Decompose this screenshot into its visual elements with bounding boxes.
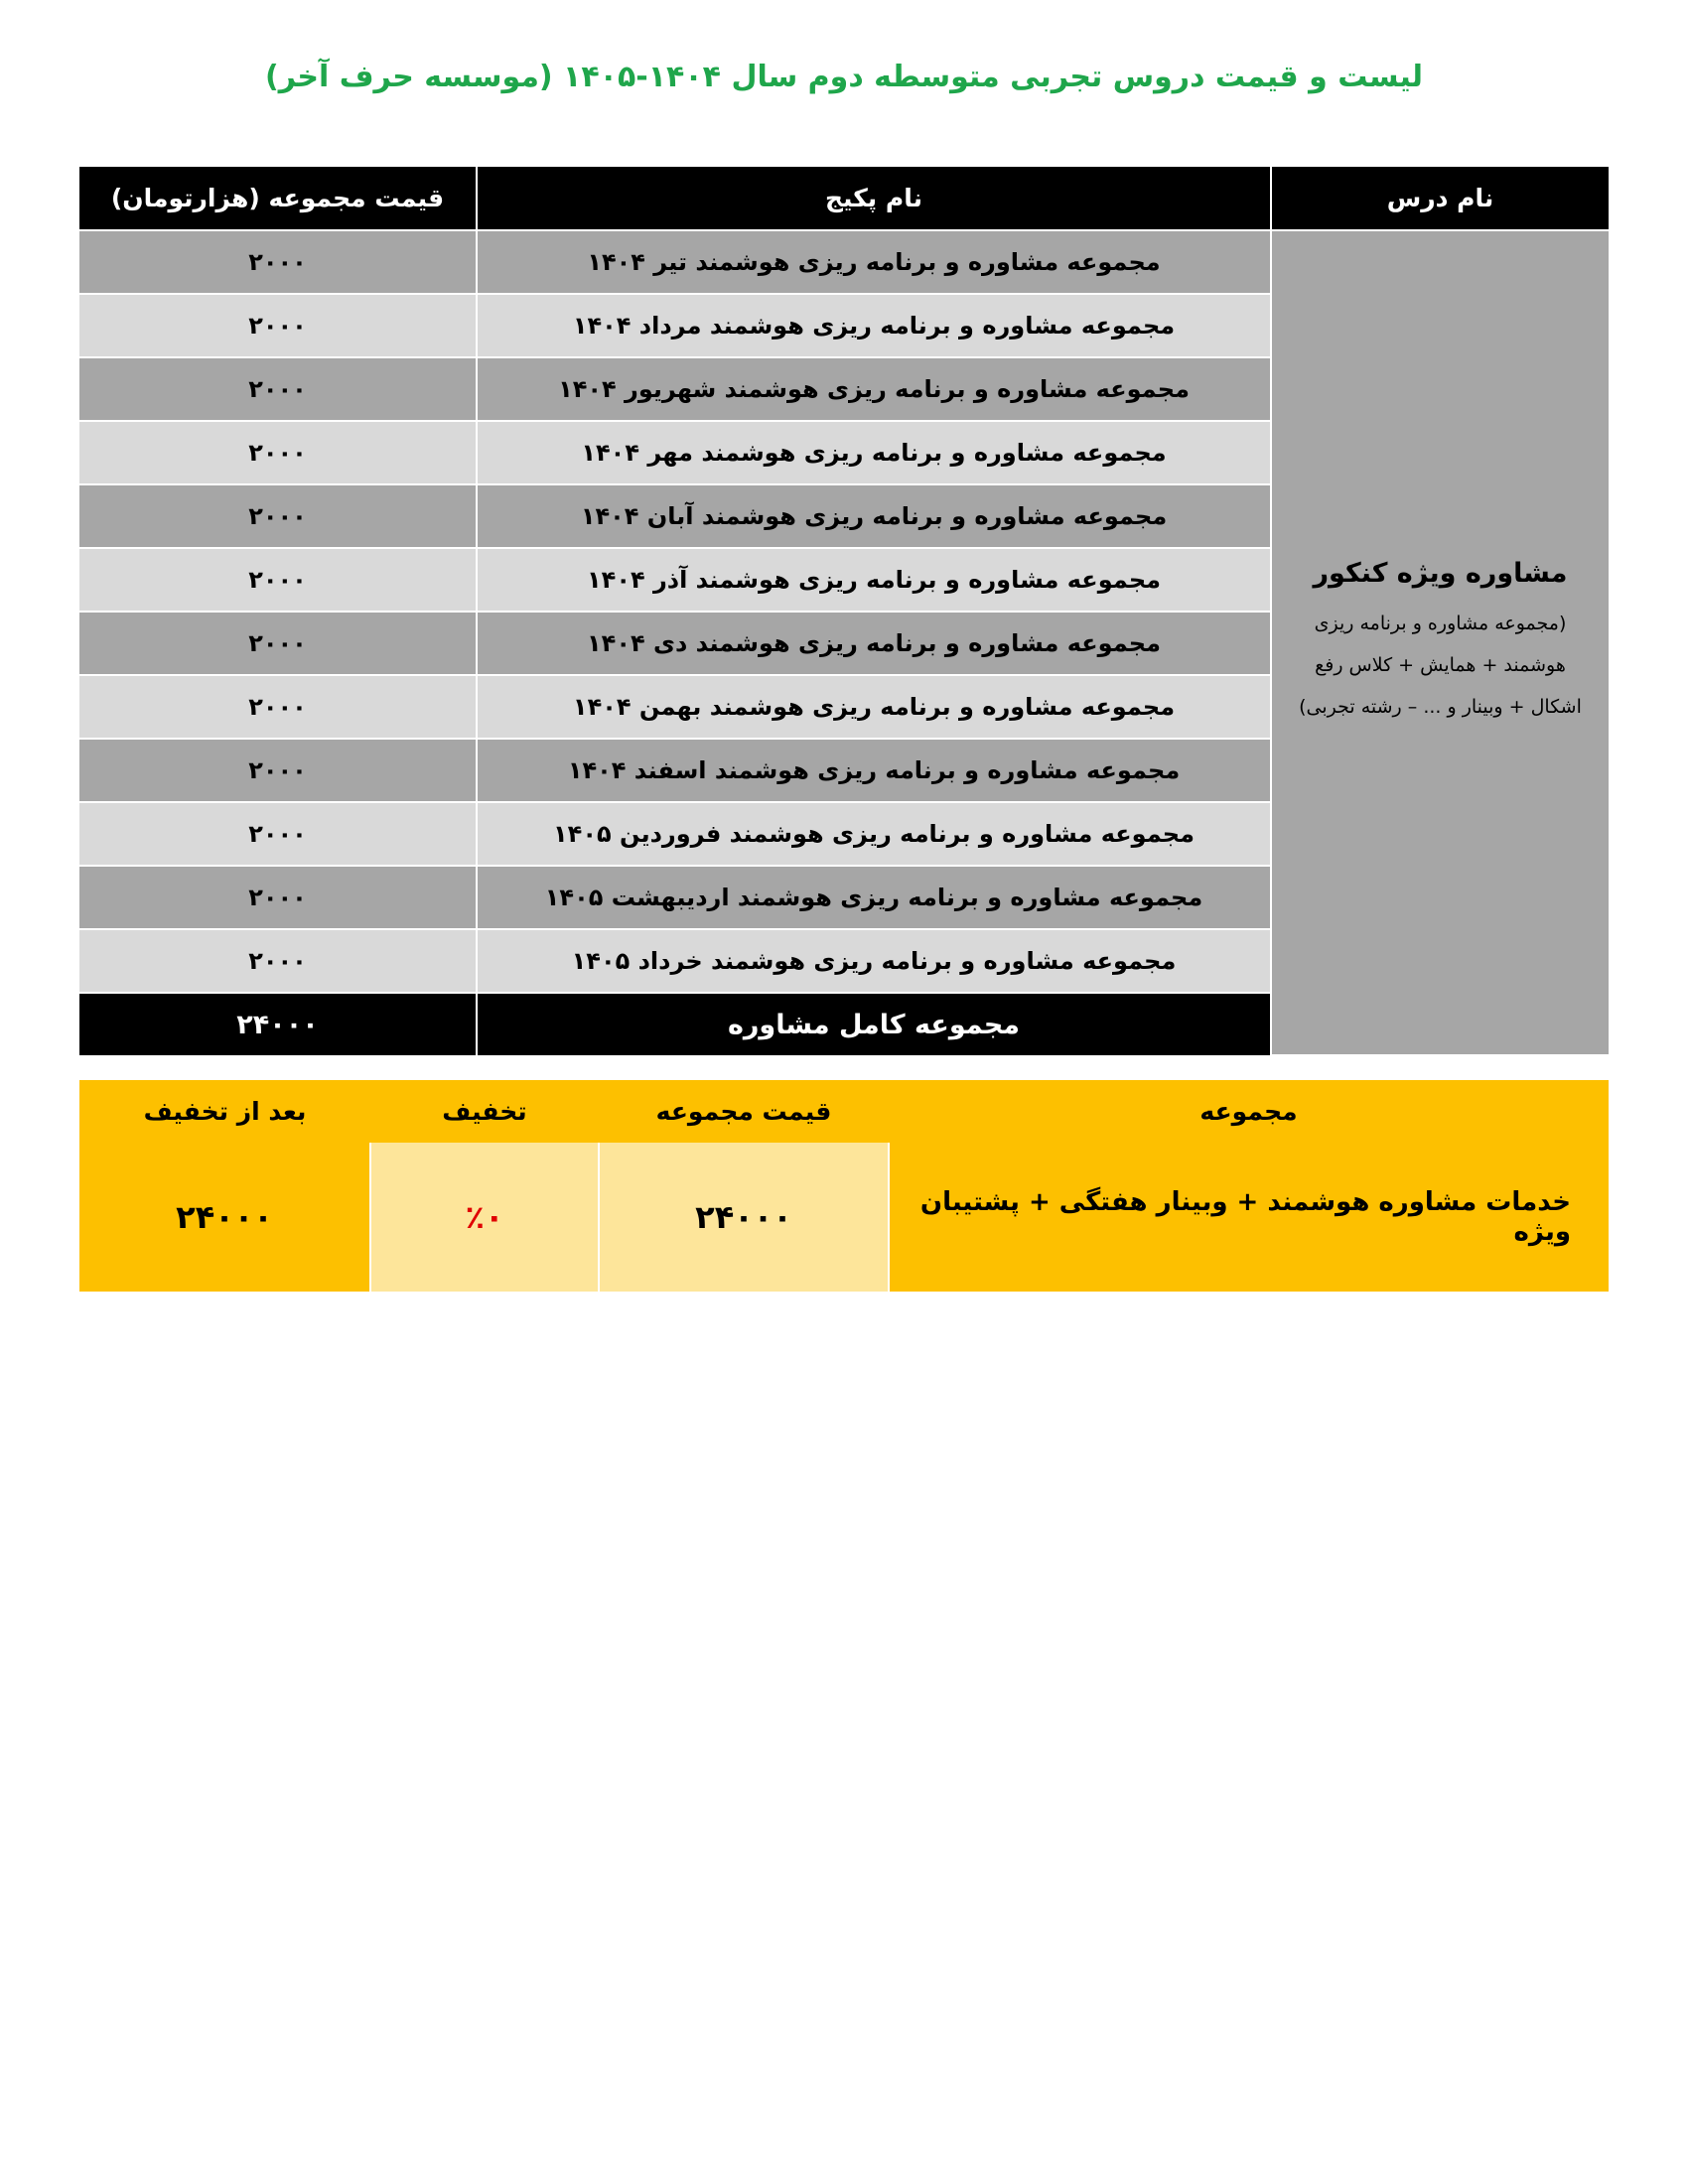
- header-collection-price: قیمت مجموعه: [599, 1080, 889, 1143]
- package-name: مجموعه مشاوره و برنامه ریزی هوشمند مرداد ۱۴۰۴: [477, 294, 1271, 357]
- package-price: ۲۰۰۰: [79, 548, 477, 612]
- summary-table: [79, 1080, 1609, 1292]
- package-name: مجموعه مشاوره و برنامه ریزی هوشمند تیر ۱۴۰۴: [477, 230, 1271, 294]
- header-discount: تخفیف: [370, 1080, 599, 1143]
- header-course-name: نام درس: [1271, 167, 1609, 230]
- header-after-discount: بعد از تخفیف: [79, 1080, 370, 1143]
- summary-row: [79, 1143, 1609, 1292]
- package-name: مجموعه مشاوره و برنامه ریزی هوشمند آبان ۱۴۰۴: [477, 484, 1271, 548]
- package-name: مجموعه مشاوره و برنامه ریزی هوشمند شهریور ۱۴۰۴: [477, 357, 1271, 421]
- course-description: (مجموعه مشاوره و برنامه ریزی هوشمند + همایش + کلاس رفع اشکال + وبینار و ... – رشته تجربی): [1299, 613, 1582, 718]
- package-price: ۲۰۰۰: [79, 929, 477, 993]
- collection-description: خدمات مشاوره هوشمند + وبینار هفتگی + پشتیبان ویژه: [889, 1143, 1609, 1292]
- package-price: ۲۰۰۰: [79, 802, 477, 866]
- package-price: ۲۰۰۰: [79, 357, 477, 421]
- discount-value: ٪۰: [370, 1143, 599, 1292]
- package-price: ۲۰۰۰: [79, 421, 477, 484]
- package-name: مجموعه مشاوره و برنامه ریزی هوشمند آذر ۱۴۰۴: [477, 548, 1271, 612]
- header-package-name: نام پکیج: [477, 167, 1271, 230]
- header-collection: مجموعه: [889, 1080, 1609, 1143]
- package-price: ۲۰۰۰: [79, 739, 477, 802]
- course-title: مشاوره ویژه کنکور: [1313, 558, 1568, 589]
- page-title: لیست و قیمت دروس تجربی متوسطه دوم سال ۱۴۰۴-۱۴۰۵ (موسسه حرف آخر): [264, 60, 1424, 94]
- total-label: مجموعه کامل مشاوره: [477, 993, 1271, 1055]
- package-price: ۲۰۰۰: [79, 612, 477, 675]
- course-cell: [1271, 230, 1609, 1055]
- package-name: مجموعه مشاوره و برنامه ریزی هوشمند اردیبهشت ۱۴۰۵: [477, 866, 1271, 929]
- package-name: مجموعه مشاوره و برنامه ریزی هوشمند دی ۱۴۰۴: [477, 612, 1271, 675]
- package-price: ۲۰۰۰: [79, 484, 477, 548]
- package-price: ۲۰۰۰: [79, 866, 477, 929]
- package-name: مجموعه مشاوره و برنامه ریزی هوشمند فروردین ۱۴۰۵: [477, 802, 1271, 866]
- package-price: ۲۰۰۰: [79, 675, 477, 739]
- price-after-discount: ۲۴۰۰۰: [79, 1143, 370, 1292]
- package-price: ۲۰۰۰: [79, 294, 477, 357]
- package-name: مجموعه مشاوره و برنامه ریزی هوشمند مهر ۱۴۰۴: [477, 421, 1271, 484]
- package-name: مجموعه مشاوره و برنامه ریزی هوشمند خرداد ۱۴۰۵: [477, 929, 1271, 993]
- package-price: ۲۰۰۰: [79, 230, 477, 294]
- total-price: ۲۴۰۰۰: [79, 993, 477, 1055]
- package-name: مجموعه مشاوره و برنامه ریزی هوشمند اسفند ۱۴۰۴: [477, 739, 1271, 802]
- pricing-table-header: [79, 167, 1609, 230]
- table-row: [79, 230, 1609, 294]
- header-package-price: قیمت مجموعه (هزارتومان): [79, 167, 477, 230]
- pricing-table: [79, 167, 1609, 1056]
- package-name: مجموعه مشاوره و برنامه ریزی هوشمند بهمن ۱۴۰۴: [477, 675, 1271, 739]
- summary-table-header: [79, 1080, 1609, 1143]
- collection-price: ۲۴۰۰۰: [599, 1143, 889, 1292]
